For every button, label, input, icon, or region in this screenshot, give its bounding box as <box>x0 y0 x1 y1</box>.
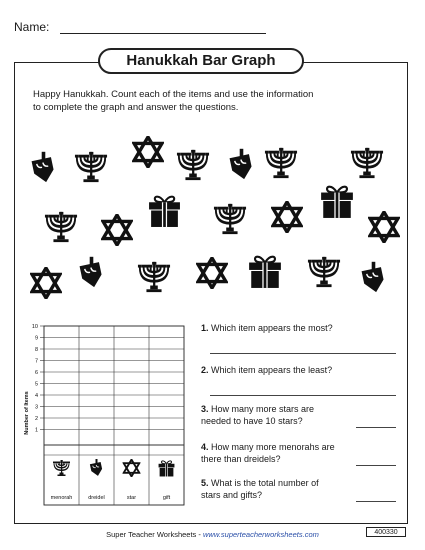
question-number: 2. <box>201 365 209 375</box>
menorah-icon <box>137 260 171 294</box>
instructions-line-1: Happy Hanukkah. Count each of the items and use the information <box>33 89 314 100</box>
footer-separator: - <box>196 530 203 539</box>
question-number: 3. <box>201 404 209 414</box>
question-1 <box>201 323 371 335</box>
menorah-icon <box>307 255 341 289</box>
question-number: 1. <box>201 323 209 333</box>
gift-icon <box>319 183 355 219</box>
y-tick-label: 9 <box>34 335 38 342</box>
y-tick-label: 5 <box>34 381 38 388</box>
y-tick-label: 3 <box>34 404 38 411</box>
star-icon <box>124 460 140 477</box>
category-label-gift: gift <box>162 495 171 501</box>
y-tick-label: 4 <box>34 393 38 399</box>
menorah-icon <box>213 202 247 236</box>
question-4 <box>201 442 371 465</box>
star-of-david-icon <box>271 201 303 233</box>
answer-line[interactable] <box>356 501 396 502</box>
answer-line[interactable] <box>356 465 396 466</box>
y-tick-label: 2 <box>34 416 38 422</box>
menorah-icon <box>44 210 78 244</box>
gift-icon <box>159 461 175 477</box>
star-of-david-icon <box>132 136 164 168</box>
footer-brand: Super Teacher Worksheets <box>106 530 197 539</box>
instructions <box>33 88 373 114</box>
y-axis-label: Number of Items <box>24 391 30 435</box>
question-text-line-2: there than dreidels? <box>201 453 281 464</box>
menorah-icon <box>176 148 210 182</box>
question-text: How many more stars are <box>211 404 315 414</box>
dreidel-icon <box>90 459 103 477</box>
menorah-icon <box>53 460 70 476</box>
menorah-icon <box>264 146 298 180</box>
menorah-icon <box>350 146 384 180</box>
star-of-david-icon <box>30 267 62 299</box>
answer-line[interactable] <box>210 353 396 354</box>
y-tick-label: 10 <box>31 324 38 330</box>
star-of-david-icon <box>368 211 400 243</box>
name-input-line[interactable] <box>60 33 266 34</box>
star-of-david-icon <box>101 214 133 246</box>
question-text: Which item appears the most? <box>211 323 333 333</box>
gift-icon <box>247 253 283 289</box>
bar-graph <box>20 318 192 508</box>
dreidel-icon <box>78 255 105 291</box>
question-text: What is the total number of <box>211 478 319 488</box>
name-label: Name: <box>14 20 50 34</box>
question-text-line-2: stars and gifts? <box>201 489 263 500</box>
worksheet-code: 400330 <box>366 527 406 537</box>
gift-icon <box>147 193 182 228</box>
question-3 <box>201 404 371 427</box>
page-title: Hanukkah Bar Graph <box>98 48 304 74</box>
dreidel-icon <box>228 147 255 183</box>
star-of-david-icon <box>196 257 228 289</box>
dreidel-icon <box>30 150 57 186</box>
category-label-dreidel: dreidel <box>88 495 105 501</box>
answer-line[interactable] <box>356 427 396 428</box>
instructions-line-2: to complete the graph and answer the questions. <box>33 102 239 113</box>
y-tick-label: 7 <box>34 358 38 365</box>
question-text-line-2: needed to have 10 stars? <box>201 415 303 426</box>
footer <box>0 530 425 539</box>
category-label-star: star <box>126 495 137 501</box>
menorah-icon <box>74 150 108 184</box>
category-label-menorah: menorah <box>50 495 73 501</box>
question-5 <box>201 478 371 501</box>
question-2 <box>201 365 371 377</box>
question-number: 5. <box>201 478 209 488</box>
question-number: 4. <box>201 442 209 452</box>
answer-line[interactable] <box>210 395 396 396</box>
question-text: How many more menorahs are <box>211 442 335 452</box>
dreidel-icon <box>360 260 387 296</box>
footer-url[interactable]: www.superteacherworksheets.com <box>202 530 319 539</box>
y-tick-label: 8 <box>34 347 38 353</box>
question-text: Which item appears the least? <box>211 365 333 375</box>
y-tick-label: 1 <box>34 427 38 434</box>
y-tick-label: 6 <box>34 370 38 376</box>
